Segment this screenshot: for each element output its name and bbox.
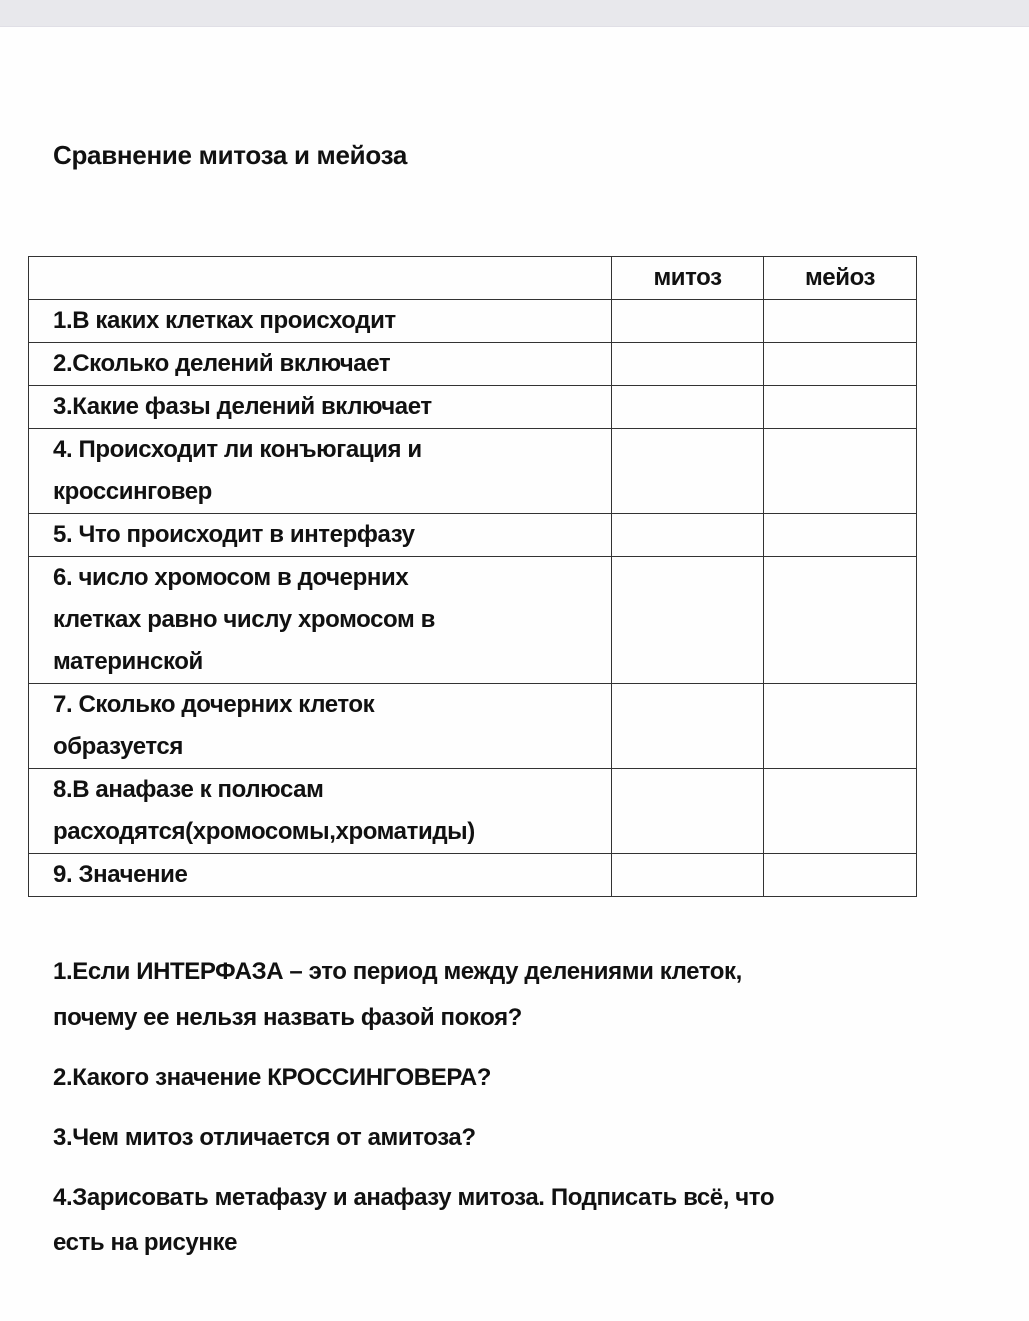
question-cell [29, 300, 612, 343]
top-bar [0, 0, 1029, 27]
meioz-answer-cell[interactable] [764, 684, 917, 769]
mitoz-answer-cell[interactable] [612, 684, 764, 769]
cell-line: 7. Сколько дочерних клеток [53, 691, 375, 718]
table-row [29, 854, 917, 897]
header-cell-meioz: мейоз [764, 257, 917, 300]
question-cell [29, 557, 612, 684]
meioz-answer-cell[interactable] [764, 769, 917, 854]
cell-line: 5. Что происходит в интерфазу [53, 521, 415, 548]
question-4-line-2: есть на рисунке [53, 1229, 238, 1256]
cell-line: 2.Сколько делений включает [53, 350, 391, 377]
cell-line: клетках равно числу хромосом в [53, 606, 435, 633]
question-cell [29, 684, 612, 769]
table-row [29, 557, 917, 684]
cell-line: расходятся(хромосомы,хроматиды) [53, 818, 475, 845]
mitoz-answer-cell[interactable] [612, 300, 764, 343]
question-cell [29, 514, 612, 557]
meioz-answer-cell[interactable] [764, 429, 917, 514]
question-cell [29, 769, 612, 854]
cell-line: 3.Какие фазы делений включает [53, 393, 432, 420]
header-cell-mitoz: митоз [612, 257, 764, 300]
cell-line: 9. Значение [53, 861, 188, 888]
cell-line: 8.В анафазе к полюсам [53, 776, 324, 803]
mitoz-answer-cell[interactable] [612, 557, 764, 684]
question-4-line-1: 4.Зарисовать метафазу и анафазу митоза. Подписать всё, что [53, 1184, 775, 1211]
question-2: 2.Какого значение КРОССИНГОВЕРА? [53, 1064, 492, 1091]
question-1-line-2: почему ее нельзя назвать фазой покоя? [53, 1004, 522, 1031]
question-cell [29, 854, 612, 897]
page-title: Сравнение митоза и мейоза [53, 140, 408, 170]
mitoz-answer-cell[interactable] [612, 386, 764, 429]
cell-line: 4. Происходит ли конъюгация и [53, 436, 422, 463]
cell-line: материнской [53, 648, 203, 675]
question-1-line-1: 1.Если ИНТЕРФАЗА – это период между делениями клеток, [53, 958, 742, 985]
question-3: 3.Чем митоз отличается от амитоза? [53, 1124, 476, 1151]
meioz-answer-cell[interactable] [764, 386, 917, 429]
cell-line: кроссинговер [53, 478, 212, 505]
question-cell [29, 386, 612, 429]
question-cell [29, 343, 612, 386]
table-header-row [29, 257, 917, 300]
table-row [29, 684, 917, 769]
comparison-table [28, 256, 917, 897]
mitoz-answer-cell[interactable] [612, 854, 764, 897]
question-cell [29, 429, 612, 514]
table-row [29, 386, 917, 429]
mitoz-answer-cell[interactable] [612, 514, 764, 557]
mitoz-answer-cell[interactable] [612, 343, 764, 386]
table-row [29, 514, 917, 557]
meioz-answer-cell[interactable] [764, 343, 917, 386]
meioz-answer-cell[interactable] [764, 854, 917, 897]
mitoz-answer-cell[interactable] [612, 769, 764, 854]
meioz-answer-cell[interactable] [764, 557, 917, 684]
cell-line: 6. число хромосом в дочерних [53, 564, 409, 591]
meioz-answer-cell[interactable] [764, 300, 917, 343]
header-cell-empty [29, 257, 612, 300]
table-row [29, 300, 917, 343]
mitoz-answer-cell[interactable] [612, 429, 764, 514]
table-row [29, 769, 917, 854]
meioz-answer-cell[interactable] [764, 514, 917, 557]
table-row [29, 429, 917, 514]
table-row [29, 343, 917, 386]
cell-line: 1.В каких клетках происходит [53, 307, 396, 334]
cell-line: образуется [53, 733, 183, 760]
